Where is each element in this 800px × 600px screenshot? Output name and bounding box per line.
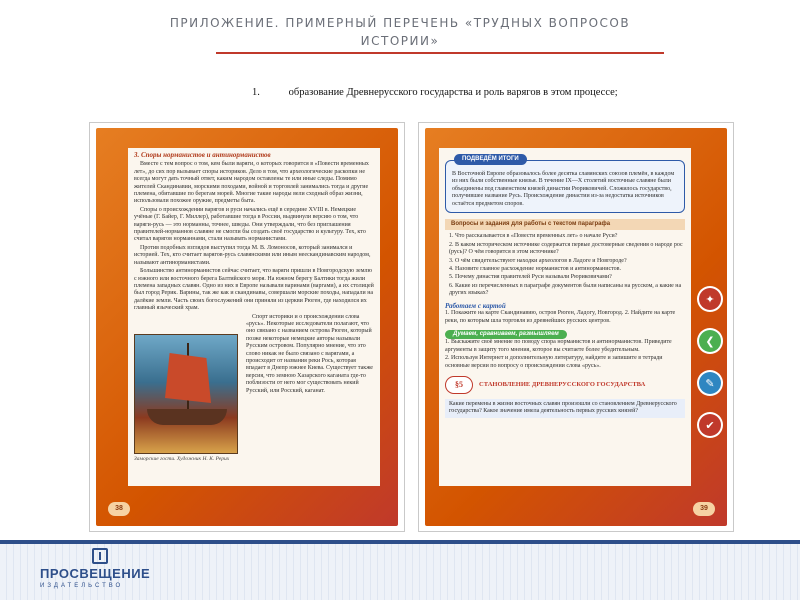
next-paragraph-title: СТАНОВЛЕНИЕ ДРЕВНЕРУССКОГО ГОСУДАРСТВА <box>479 381 646 389</box>
publisher-logo-text: ПРОСВЕЩЕНИЕ <box>40 566 151 581</box>
map-task-title: Работаем с картой <box>445 301 506 310</box>
title-underline <box>216 52 664 54</box>
paragraph: Большинство антинорманистов сейчас считает, что варяги пришли в Новгородскую землю с южного или восточного берега Балтийского моря. На южном берегу Балтики тогда жили племена западных славян. Одно из них в Европе называли варинами (варгами), а их столицей был город Рерик. Варины, так же как и скандинавы, совершали морские походы, нападали на далёкие земли. Часть своих богослужений они приняли из церкви Рюген, где находился их главный языческий храм. <box>134 268 374 312</box>
question-list-item: 5. Почему династия правителей Руси называли Рюриковичами? <box>449 274 612 281</box>
summary-box <box>445 156 685 213</box>
questions-title: Вопросы и задания для работы с текстом параграфа <box>445 219 685 230</box>
summary-text: В Восточной Европе образовалось более десятка славянских союзов племён, в каждом из них были собственные князья. В течение IX—X столетий восточные славяне были объединены под главенством князей династии Рюриковичей. Сложилось государство, получившее название Русь. Происхождение династии из-за недостатка источников остаётся предметом споров. <box>452 171 675 207</box>
publisher-logo-icon <box>92 548 108 564</box>
question-text: образование Древнерусского государства и роль варягов в этом процессе; <box>288 87 618 98</box>
think-title: Думаем, сравниваем, размышляем <box>445 330 567 339</box>
paragraph: Вместе с тем вопрос о том, кем были варяги, о которых говорится в «Повести временных лет», до сих пор вызывает споры историков. Дело в том, что археологические раскопки не всегда могут дать точный ответ, каким народом оставлены те или иные следы. Помимо жителей Скандинавии, морскими походами, войной и торговлей занимались тогда и другие племена, обитавшие по берегам морей. Многие такие народы вели сходный образ жизни, использовали похожее оружие, предметы быта. <box>134 161 369 205</box>
paragraph: Спорт историки и о происхождении слова «русь». Некоторые исследователи полагают, что оно связано с названием острова Рюген, который позже некоторые немецкие авторы называли Русским островом. Популярно мнение, что это слово никак не было связано с варягами, а происходит от названия реки Рось, которая впадает в Днепр южнее Киева. Существует также версия, что земною Хазарского каганата где-то поблизости от него мог существовать некий Русский, или Росский, каганат. <box>246 313 373 394</box>
think-item: 2. Используя Интернет и дополнительную литературу, найдите и запишите в тетради основные версии по вопросу о происхождении слова «русь». <box>445 355 663 369</box>
page-number: 38 <box>108 502 130 516</box>
checkmark-icon: ✔ <box>699 414 721 436</box>
intro-question: Какие перемены в жизни восточных славян произошли со становлением Древнерусского государства? Какое значение имела деятельность первых русских князей? <box>445 399 685 418</box>
viking-ship-illustration <box>134 334 238 454</box>
question-list-item: 1. Что рассказывается в «Повести временных лет» о начале Руси? <box>449 233 618 240</box>
publisher-logo-subtitle: ИЗДАТЕЛЬСТВО <box>40 583 124 589</box>
chevron-left-icon: ❮ <box>699 330 721 352</box>
page-number: 39 <box>693 502 715 516</box>
think-list <box>445 339 685 370</box>
question-item <box>252 87 618 98</box>
textbook-page-left <box>89 122 405 532</box>
summary-title: ПОДВЕДЁМ ИТОГИ <box>454 154 527 165</box>
textbook-page-right <box>418 122 734 532</box>
map-task-text: 1. Покажите на карте Скандинавию, остров Рюген, Ладогу, Новгород. 2. Найдите на карте реки, по которым шла торговля из древнейших русских центров. <box>445 310 676 324</box>
think-item: 1. Выскажите своё мнение по поводу спора норманистов и антинорманистов. Приведите аргументы в защиту того мнения, которое вы считаете более убедительным. <box>445 339 672 353</box>
page-text-area <box>439 148 691 486</box>
pencil-icon: ✎ <box>699 372 721 394</box>
paragraph: Споры о происхождении варягов и руси начались ещё в середине XVIII в. Немецкие учёные (Г. Байер, Г. Миллер), работавшие тогда в России, выдвинули версию о том, что варяги-русь — это норманны, точнее, шведы. Они утверждали, что без приглашения правителей-норманнов славяне не смогли бы создать своё государство и культуру. Тех, кто считал варягов норманнами, стали называть норманистами. <box>134 206 366 243</box>
section-heading: 3. Споры норманистов и антинорманистов <box>134 151 271 159</box>
question-number: 1. <box>252 87 260 98</box>
page-frame <box>96 128 398 526</box>
illustration-caption: Заморские гости. Художник Н. К. Рерих <box>134 456 230 462</box>
next-paragraph-preview <box>445 376 685 394</box>
question-list-item: 6. Какие из перечисленных в параграфе документов были написаны на русском, а какие на других языках? <box>449 282 682 297</box>
question-list-item: 4. Назовите главное расхождение норманистов и антинорманистов. <box>449 266 621 273</box>
question-list-item: 2. В каком историческом источнике содержатся первые достоверные сведения о народе рос (русь)? О чём говорится в этом источнике? <box>449 241 683 256</box>
compass-icon: ✦ <box>699 288 721 310</box>
page-frame <box>425 128 727 526</box>
questions-list <box>449 233 685 297</box>
page-text-area <box>128 148 380 486</box>
question-list-item: 3. О чём свидетельствуют находки археологов в Ладоге и Новгороде? <box>449 257 627 264</box>
slide-title <box>0 14 800 50</box>
side-icon-column <box>699 288 721 456</box>
slide-title-line1: ПРИЛОЖЕНИЕ. ПРИМЕРНЫЙ ПЕРЕЧЕНЬ «ТРУДНЫХ ВОПРОСОВ <box>169 16 631 30</box>
paragraph-badge: §5 <box>445 376 473 394</box>
paragraph: Против подобных взглядов выступил тогда М. В. Ломоносов, который занимался и историей. Тех, кто считает варягов-русь славянскими или иным неескандинавским народом, называют антинорманистами. <box>134 244 371 266</box>
ship-hull <box>147 409 227 425</box>
slide-title-line2: ИСТОРИИ» <box>360 34 440 48</box>
ship-sail <box>165 353 211 403</box>
